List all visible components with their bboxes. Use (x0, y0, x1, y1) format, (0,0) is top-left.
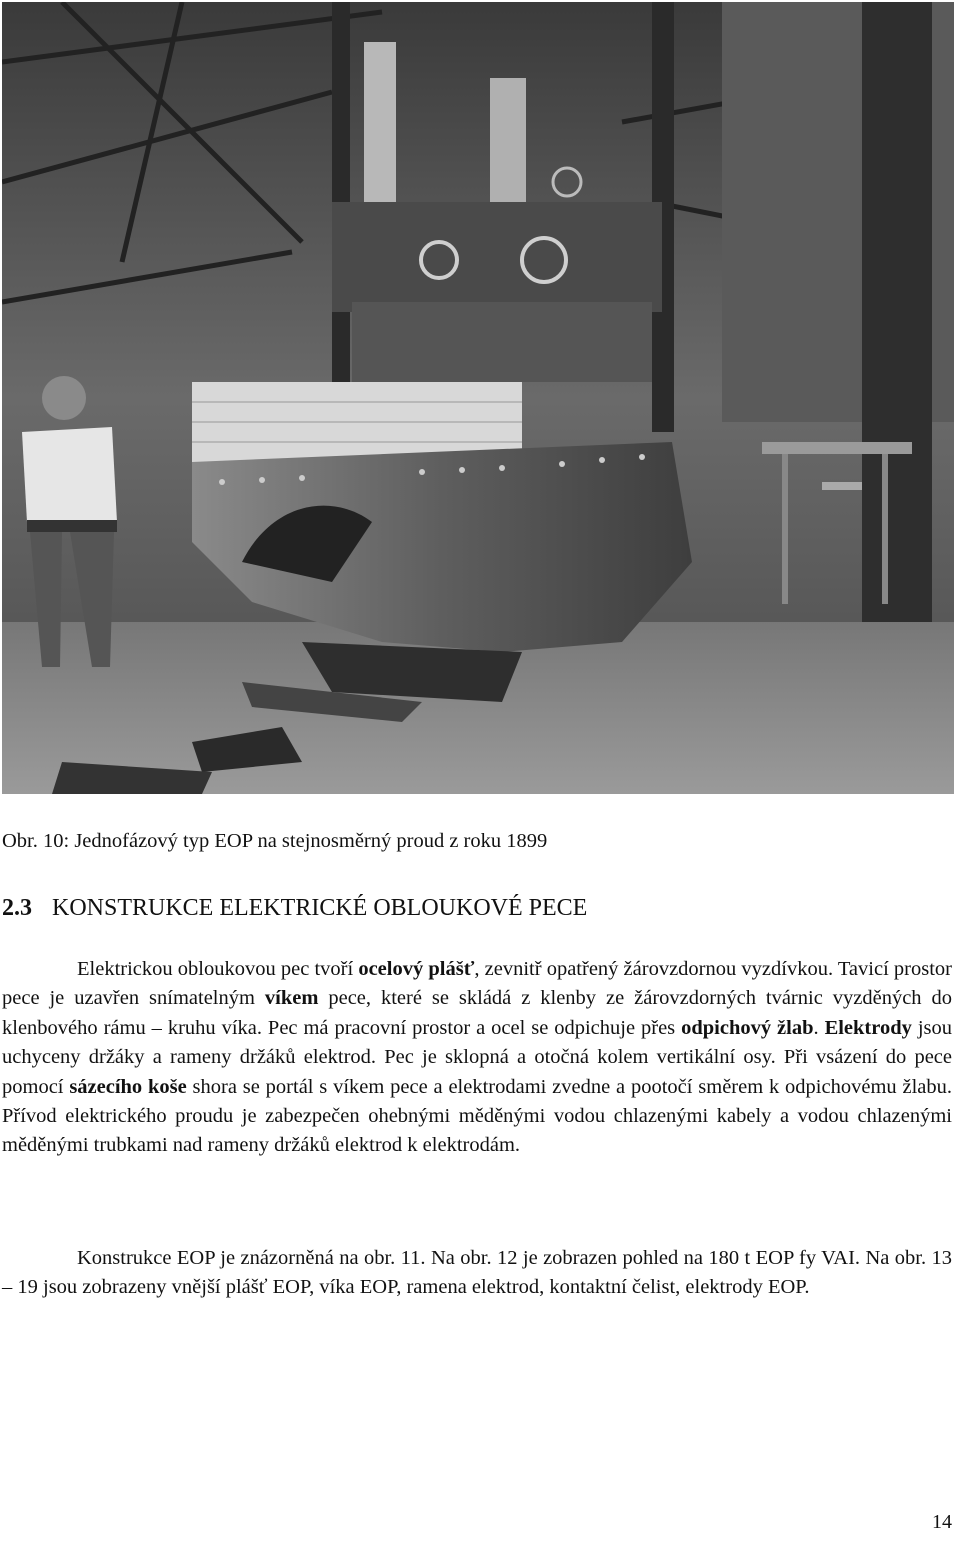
bold-term: Elektrody (824, 1016, 912, 1039)
text-segment: jsou uchyceny držáky a rameny držáků elektrod. Pec je sklopná a otočná kolem vertikální osy. Při vsázení do pece pomocí (2, 1016, 952, 1098)
page-number: 14 (932, 1511, 952, 1533)
bold-term: ocelový plášť (358, 958, 475, 980)
text-segment: , zevnitř opatřený žárovzdornou vyzdívkou. Tavicí prostor pece je uzavřen snímatelným (2, 958, 952, 1010)
furnace-photo (2, 2, 954, 794)
bold-term: víkem (264, 987, 319, 1010)
text-segment: shora se portál s víkem pece a elektrodami zvedne a pootočí směrem k odpichovému žlabu. Přívod elektrického proudu je zabezpečen ohebnými měděnými vodou chlazenými kabely a vodou chlazenými měděnými trubkami nad rameny držáků elektrod k elektrodám. (2, 1075, 952, 1157)
text-segment: Konstrukce EOP je znázorněná na obr. 11. Na obr. 12 je zobrazen pohled na 180 t EOP fy VAI. Na obr. 13 – 19 jsou zobrazeny vnější plášť EOP, víka EOP, ramena elektrod, kontaktní čelist, elektrody EOP. (2, 1247, 952, 1299)
section-heading (2, 893, 587, 923)
figure-caption: Obr. 10: Jednofázový typ EOP na stejnosměrný proud z roku 1899 (2, 830, 548, 852)
bold-term: odpichový žlab (681, 1016, 814, 1039)
text-segment: Elektrickou obloukovou pec tvoří (77, 958, 359, 980)
text-segment: . (813, 1016, 825, 1039)
bold-term: sázecího koše (69, 1075, 187, 1098)
paragraph-figures (2, 1244, 952, 1303)
text-segment: pece, které se skládá z klenby ze žárovzdorných tvárnic vyzděných do klenbového rámu – kruhu víka. Pec má pracovní prostor a ocel se odpichuje přes (2, 987, 952, 1039)
section-title: KONSTRUKCE ELEKTRICKÉ OBLOUKOVÉ PECE (52, 895, 588, 921)
section-number: 2.3 (2, 895, 32, 921)
paragraph-construction (2, 955, 952, 1161)
